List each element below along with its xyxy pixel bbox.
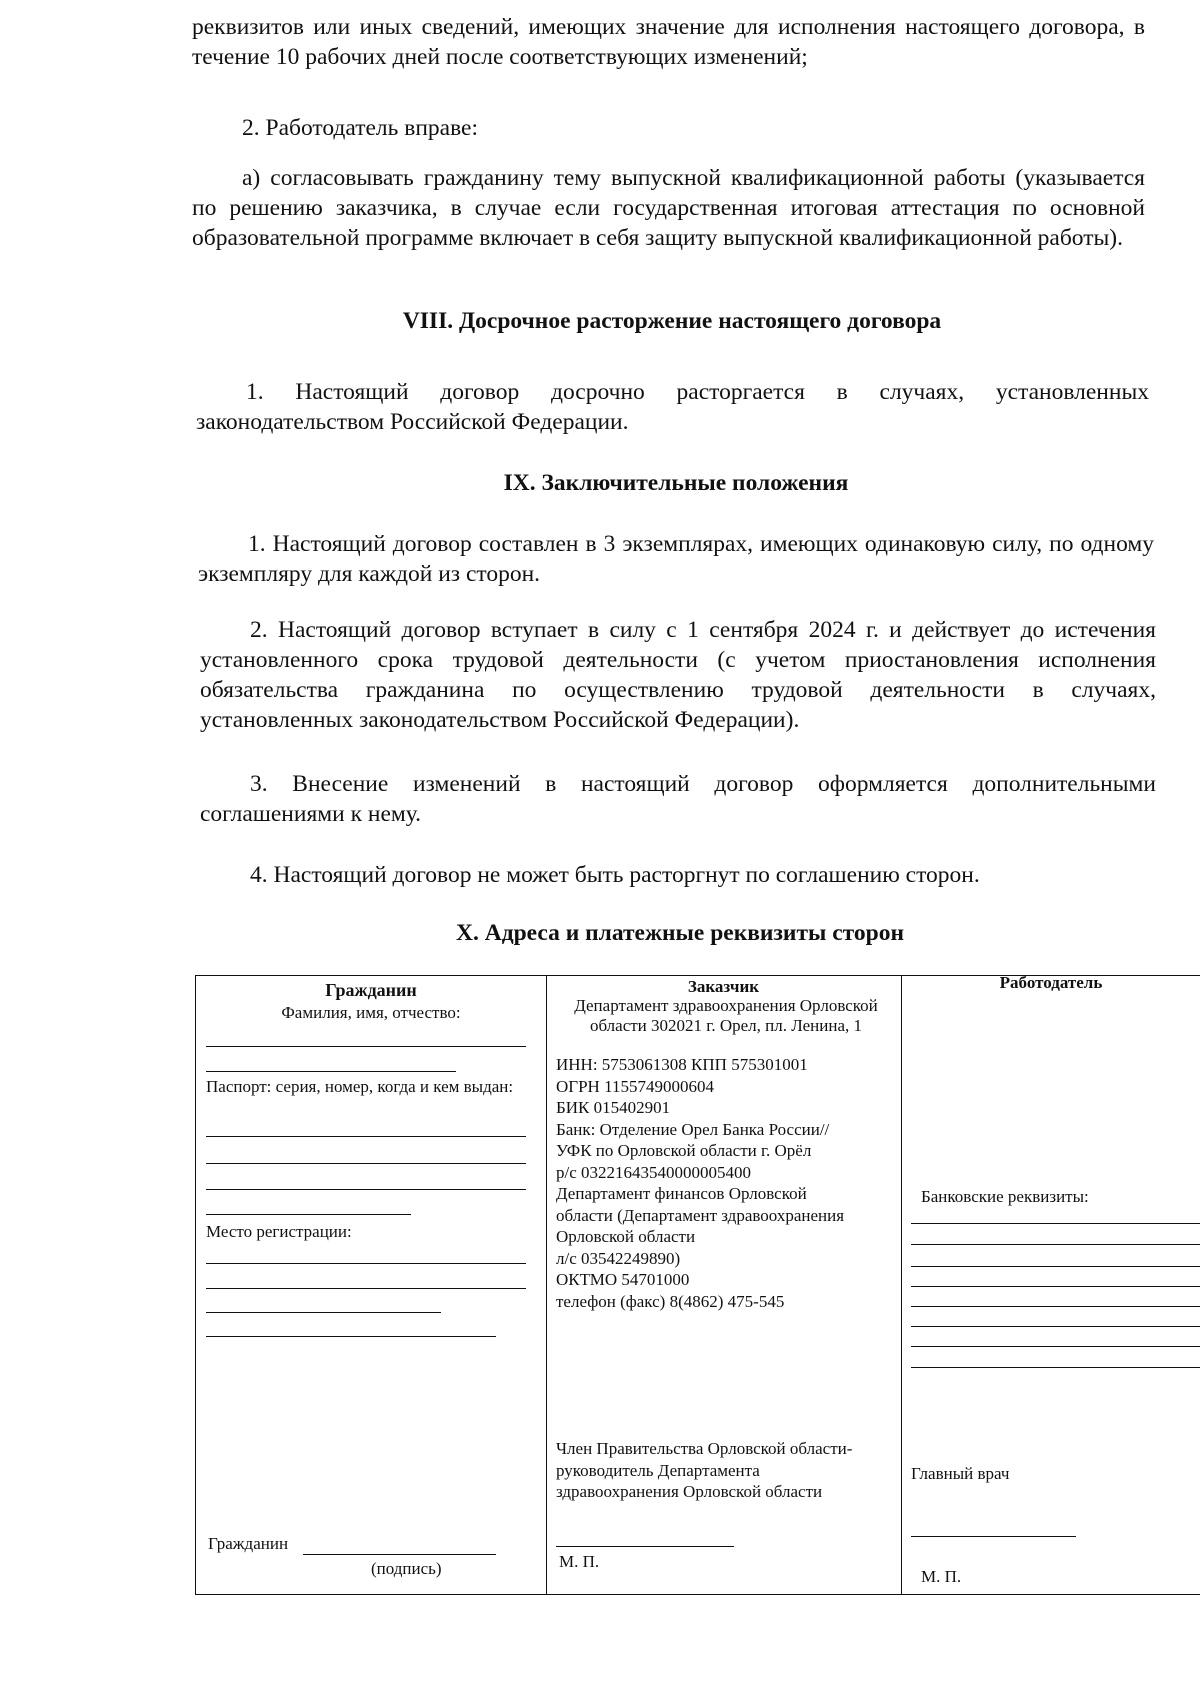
registration-line-2 [206,1288,526,1289]
employer-rights-title: 2. Работодатель вправе: [242,115,478,141]
citizen-sign-caption: (подпись) [371,1559,442,1578]
fio-line-2 [206,1071,456,1072]
bank-line-6 [911,1326,1200,1327]
customer-org: Департамент здравоохранения Орловской области 302021 г. Орел, пл. Ленина, 1 [574,996,878,1035]
customer-sign-line [556,1546,734,1547]
passport-line-1 [206,1136,526,1137]
customer-details [556,1054,896,1312]
passport-line-3 [206,1189,526,1190]
customer-detail-line: Банк: Отделение Орел Банка России// [556,1119,830,1139]
section-9-paragraph-4: 4. Настоящий договор не может быть расторгнут по соглашению сторон. [250,862,980,888]
citizen-passport-label: Паспорт: серия, номер, когда и кем выдан: [206,1077,514,1096]
citizen-registration-label: Место регистрации: [206,1222,352,1241]
section-9-heading: IX. Заключительные положения [503,470,849,496]
fio-line-1 [206,1046,526,1047]
customer-detail-line: БИК 015402901 [556,1098,671,1117]
section-8-paragraph-1: 1. Настоящий договор досрочно расторгается в случаях, установленных законодательством Российской Федерации. [196,379,1149,435]
customer-title: Заказчик [687,977,760,996]
customer-detail-line: Департамент финансов Орловской [556,1184,807,1203]
passport-line-4 [206,1214,411,1215]
top-paragraph: реквизитов или иных сведений, имеющих значение для исполнения настоящего договора, в течение 10 рабочих дней после соответствующих изменений; [192,14,1145,70]
customer-detail-line: Орловской области [556,1227,696,1246]
employer-mp: М. П. [921,1567,962,1586]
citizen-fio-label: Фамилия, имя, отчество: [281,1003,461,1022]
customer-detail-line: л/с 03542249890) [556,1248,681,1268]
customer-detail-line: телефон (факс) 8(4862) 475-545 [556,1291,785,1311]
registration-line-3 [206,1312,441,1313]
registration-line-1 [206,1263,526,1264]
parties-details-table [195,975,1200,1595]
section-9-paragraph-2: 2. Настоящий договор вступает в силу с 1 сентября 2024 г. и действует до истечения установленного срока трудовой деятельности (с учетом приостановления исполнения обязательства гражданина по осуществлению трудовой деятельности в случаях, установленных законодательством Российской Федерации). [200,617,1156,733]
employer-rights-item-a: а) согласовывать гражданину тему выпускной квалификационной работы (указывается по решению заказчика, в случае если государственная итоговая аттестация по основной образовательной программе включает в себя защиту выпускной квалификационной работы). [192,165,1145,251]
citizen-sign-label: Гражданин [208,1534,289,1553]
customer-signer-line: руководитель Департамента [556,1460,760,1480]
bank-line-4 [911,1286,1200,1287]
citizen-column [196,976,547,1594]
customer-signer-line: Член Правительства Орловской области- [556,1439,853,1458]
bank-line-5 [911,1306,1200,1307]
bank-line-1 [911,1223,1200,1224]
employer-bank-label: Банковские реквизиты: [921,1187,1089,1206]
section-9-paragraph-3: 3. Внесение изменений в настоящий договор оформляется дополнительными соглашениями к нему. [200,771,1156,827]
bank-line-3 [911,1266,1200,1267]
section-8-heading: VIII. Досрочное расторжение настоящего договора [402,308,942,334]
customer-signer [556,1438,896,1503]
customer-detail-line: области (Департамент здравоохранения [556,1205,845,1225]
bank-line-8 [911,1367,1200,1368]
employer-title: Работодатель [999,973,1103,992]
customer-column [546,976,902,1594]
section-10-heading: X. Адреса и платежные реквизиты сторон [456,920,904,946]
employer-signer: Главный врач [911,1464,1010,1483]
citizen-sign-line [303,1554,496,1555]
bank-line-7 [911,1346,1200,1347]
employer-column [901,973,1200,1594]
customer-detail-line: ИНН: 5753061308 КПП 575301001 [556,1055,808,1074]
citizen-title: Гражданин [325,980,417,1000]
customer-detail-line: р/с 03221643540000005400 [556,1162,752,1182]
customer-mp: М. П. [559,1552,600,1571]
passport-line-2 [206,1163,526,1164]
customer-detail-line: УФК по Орловской области г. Орёл [556,1141,812,1160]
customer-detail-line: ОГРН 1155749000604 [556,1076,714,1096]
employer-sign-line [911,1536,1076,1537]
bank-line-2 [911,1244,1200,1245]
customer-detail-line: ОКТМО 54701000 [556,1270,690,1289]
customer-signer-line: здравоохранения Орловской области [556,1482,823,1501]
section-9-paragraph-1: 1. Настоящий договор составлен в 3 экземплярах, имеющих одинаковую силу, по одному экземпляру для каждой из сторон. [198,531,1154,587]
registration-line-4 [206,1336,496,1337]
